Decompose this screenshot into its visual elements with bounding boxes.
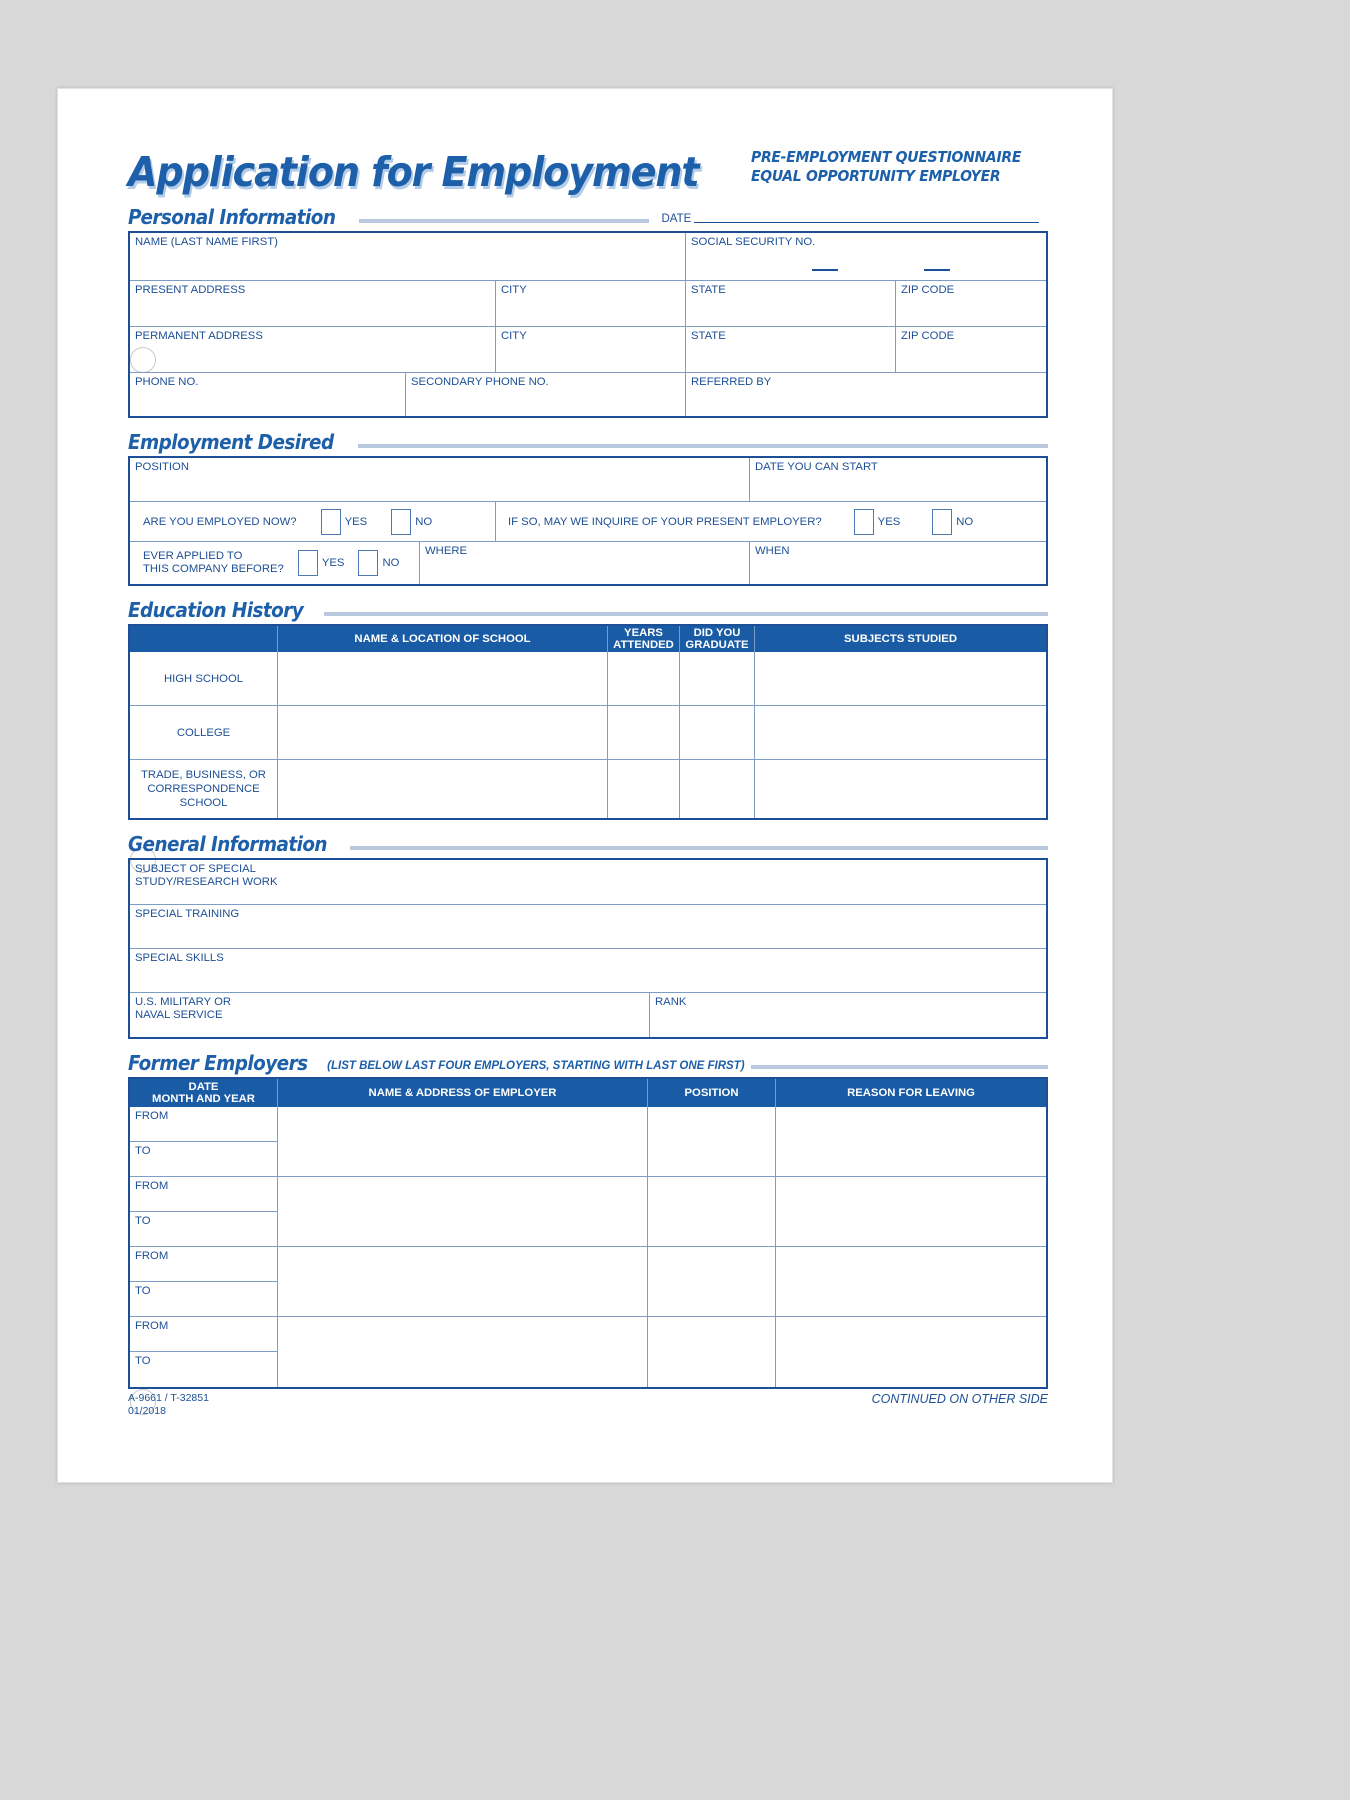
education-years-college[interactable] [608,706,680,759]
section-header-personal-information [128,207,1048,228]
ssn-field[interactable] [686,233,1046,280]
education-history-table [128,624,1048,820]
employer-3-from[interactable] [130,1247,277,1282]
to-label: TO [135,1215,151,1227]
date-field[interactable] [661,213,1039,228]
present-city-field[interactable] [496,281,686,326]
present-city-label: CITY [501,284,527,296]
form-page [57,88,1113,1483]
table-row [130,760,1046,818]
date-label: DATE [661,213,692,225]
permanent-address-row [130,327,1046,373]
permanent-zip-field[interactable] [896,327,1046,372]
table-row [130,1247,1046,1317]
from-label: FROM [135,1250,169,1262]
employer-3-to[interactable] [130,1282,277,1316]
education-row-label-college: COLLEGE [130,706,278,759]
education-graduate-high-school[interactable] [680,652,755,705]
trade-label-line-1: TRADE, BUSINESS, OR [141,769,266,781]
military-service-field[interactable] [130,993,650,1037]
name-field[interactable] [130,233,686,280]
table-row [130,652,1046,706]
present-address-label: PRESENT ADDRESS [135,284,246,296]
education-graduate-college[interactable] [680,706,755,759]
employer-4-reason[interactable] [776,1317,1046,1387]
inquire-employer-no[interactable] [932,509,973,535]
table-row [130,1317,1046,1387]
employer-col-reason: REASON FOR LEAVING [776,1079,1046,1107]
education-col-graduate [680,626,755,652]
section-rule [324,612,1048,616]
phone-row [130,373,1046,416]
permanent-state-field[interactable] [686,327,896,372]
yes-label: YES [344,515,368,528]
applied-before-label-line-2: THIS COMPANY BEFORE? [143,563,284,575]
secondary-phone-label: SECONDARY PHONE NO. [411,376,549,388]
when-label: WHEN [755,545,790,557]
permanent-address-label: PERMANENT ADDRESS [135,330,263,342]
applied-before-question [130,542,420,584]
ssn-label: SOCIAL SECURITY NO. [691,236,816,248]
employer-2-from[interactable] [130,1177,277,1212]
employer-4-to[interactable] [130,1352,277,1386]
years-line-2: ATTENDED [613,639,674,651]
phone-label: PHONE NO. [135,376,199,388]
section-header-former-employers [128,1053,1048,1074]
trade-label-line-3: SCHOOL [179,797,228,809]
section-header-education-history [128,600,1048,621]
no-label: NO [382,557,400,569]
date-col-line-1: DATE [188,1080,219,1093]
employer-1-name-address[interactable] [278,1107,648,1176]
employer-col-position: POSITION [648,1079,776,1107]
date-input-line[interactable] [694,222,1039,223]
military-line-2: NAVAL SERVICE [135,1009,223,1021]
education-years-high-school[interactable] [608,652,680,705]
to-label: TO [135,1355,151,1367]
special-study-line-1: SUBJECT OF SPECIAL [135,863,256,875]
no-label: NO [415,515,433,528]
military-line-1: U.S. MILITARY OR [135,996,232,1008]
education-years-trade[interactable] [608,760,680,818]
employer-2-to[interactable] [130,1212,277,1246]
employed-now-no[interactable] [391,509,432,535]
employed-now-row [130,502,1046,542]
special-training-label: SPECIAL TRAINING [135,908,240,920]
permanent-zip-label: ZIP CODE [901,330,955,342]
from-label: FROM [135,1180,169,1192]
from-label: FROM [135,1320,169,1332]
ssn-dash-2 [924,269,950,271]
checkbox-applied-before-yes[interactable] [298,550,318,576]
continued-notice: CONTINUED ON OTHER SIDE [871,1392,1048,1406]
name-ssn-row [130,233,1046,281]
table-row [130,1107,1046,1177]
trade-label-line-2: CORRESPONDENCE [147,783,260,795]
inquire-employer-question [496,502,1046,541]
employer-4-dates [130,1317,278,1387]
present-state-field[interactable] [686,281,896,326]
education-subjects-college[interactable] [755,706,1046,759]
form-code-number: A-9661 / T-32851 [128,1392,209,1404]
section-rule [358,444,1049,448]
checkbox-applied-before-no[interactable] [358,550,378,576]
checkbox-inquire-yes[interactable] [854,509,874,535]
secondary-phone-field[interactable] [406,373,686,416]
no-label: NO [956,515,974,528]
employer-2-name-address[interactable] [278,1177,648,1246]
section-rule [751,1065,1048,1069]
special-study-label [130,860,1046,889]
education-col-subjects: SUBJECTS STUDIED [755,626,1046,652]
section-title-former-employers: Former Employers [128,1051,308,1075]
where-field[interactable] [420,542,750,584]
present-zip-field[interactable] [896,281,1046,326]
employer-3-dates [130,1247,278,1316]
name-label: NAME (LAST NAME FIRST) [135,236,278,248]
education-col-school: NAME & LOCATION OF SCHOOL [278,626,608,652]
table-row [130,706,1046,760]
former-employers-note: (LIST BELOW LAST FOUR EMPLOYERS, STARTING WITH LAST ONE FIRST) [327,1060,745,1072]
education-school-trade[interactable] [278,760,608,818]
form-code-date: 01/2018 [128,1404,166,1417]
employer-1-position[interactable] [648,1107,776,1176]
section-header-general-information [128,834,1048,855]
position-label: POSITION [135,461,189,473]
yes-label: YES [877,515,901,528]
section-rule [359,219,649,223]
applied-before-label-line-1: EVER APPLIED TO [143,550,243,562]
employer-4-from[interactable] [130,1317,277,1352]
form-code [128,1392,209,1417]
employer-2-dates [130,1177,278,1246]
employer-1-dates [130,1107,278,1176]
employer-4-position[interactable] [648,1317,776,1387]
from-label: FROM [135,1110,169,1122]
education-school-college[interactable] [278,706,608,759]
position-field[interactable] [130,458,750,501]
education-subjects-trade[interactable] [755,760,1046,818]
former-employers-table-header [130,1079,1046,1107]
special-skills-label: SPECIAL SKILLS [135,952,224,964]
phone-field[interactable] [130,373,406,416]
form-subtitle [751,148,1021,193]
section-header-employment-desired [128,432,1048,453]
when-field[interactable] [750,542,1046,584]
employer-1-reason[interactable] [776,1107,1046,1176]
employer-3-reason[interactable] [776,1247,1046,1316]
education-subjects-high-school[interactable] [755,652,1046,705]
to-label: TO [135,1145,151,1157]
checkbox-inquire-no[interactable] [932,509,952,535]
section-title-personal-information: Personal Information [128,205,336,229]
ssn-dash-1 [812,269,838,271]
permanent-city-field[interactable] [496,327,686,372]
applied-before-no[interactable] [358,550,399,576]
employed-now-question [130,502,496,541]
start-date-label: DATE YOU CAN START [755,461,878,473]
special-study-field[interactable] [130,860,1046,905]
employer-1-to[interactable] [130,1142,277,1176]
personal-information-table [128,231,1048,418]
years-line-1: YEARS [624,626,663,639]
table-row [130,1177,1046,1247]
special-training-field[interactable] [130,905,1046,949]
to-label: TO [135,1285,151,1297]
military-row [130,993,1046,1037]
general-information-table [128,858,1048,1039]
position-row [130,458,1046,502]
education-col-years [608,626,680,652]
present-address-field[interactable] [130,281,496,326]
employed-now-label: ARE YOU EMPLOYED NOW? [143,515,297,528]
rank-label: RANK [655,996,687,1008]
ssn-separators [686,269,1046,271]
yes-label: YES [321,557,345,569]
former-employers-table [128,1077,1048,1389]
section-title-general-information: General Information [128,832,327,856]
inquire-employer-label: IF SO, MAY WE INQUIRE OF YOUR PRESENT EMPLOYER? [508,515,822,528]
employer-3-name-address[interactable] [278,1247,648,1316]
employer-1-from[interactable] [130,1107,277,1142]
employer-col-date [130,1079,278,1107]
employer-col-name-address: NAME & ADDRESS OF EMPLOYER [278,1079,648,1107]
checkbox-employed-now-yes[interactable] [321,509,341,535]
page-title: Application for Employment [128,148,699,196]
date-col-line-2: MONTH AND YEAR [152,1093,255,1105]
education-col-blank [130,626,278,652]
education-row-label-high-school: HIGH SCHOOL [130,652,278,705]
permanent-state-label: STATE [691,330,726,342]
inquire-employer-yes[interactable] [854,509,901,535]
employer-3-position[interactable] [648,1247,776,1316]
where-label: WHERE [425,545,468,557]
present-zip-label: ZIP CODE [901,284,955,296]
present-address-row [130,281,1046,327]
form-footer [128,1392,1048,1417]
education-table-header [130,626,1046,652]
employer-2-reason[interactable] [776,1177,1046,1246]
special-skills-field[interactable] [130,949,1046,993]
education-school-high-school[interactable] [278,652,608,705]
applied-before-row [130,542,1046,584]
employment-desired-table [128,456,1048,586]
referred-by-field[interactable] [686,373,1046,416]
rank-field[interactable] [650,993,1046,1037]
permanent-city-label: CITY [501,330,527,342]
education-graduate-trade[interactable] [680,760,755,818]
subtitle-line-2: EQUAL OPPORTUNITY EMPLOYER [751,167,1001,185]
special-study-line-2: STUDY/RESEARCH WORK [135,876,278,888]
education-row-label-trade-school [130,760,278,818]
form-masthead [128,131,1048,196]
applied-before-yes[interactable] [298,550,345,576]
section-title-education-history: Education History [128,598,304,622]
employer-4-name-address[interactable] [278,1317,648,1387]
graduate-line-1: DID YOU [693,626,741,639]
graduate-line-2: GRADUATE [685,639,749,651]
employer-2-position[interactable] [648,1177,776,1246]
start-date-field[interactable] [750,458,1046,501]
present-state-label: STATE [691,284,726,296]
section-title-employment-desired: Employment Desired [128,430,334,454]
referred-by-label: REFERRED BY [691,376,772,388]
employed-now-yes[interactable] [321,509,368,535]
subtitle-line-1: PRE-EMPLOYMENT QUESTIONNAIRE [751,148,1022,166]
checkbox-employed-now-no[interactable] [391,509,411,535]
section-rule [350,846,1048,850]
permanent-address-field[interactable] [130,327,496,372]
military-service-label [130,993,649,1022]
